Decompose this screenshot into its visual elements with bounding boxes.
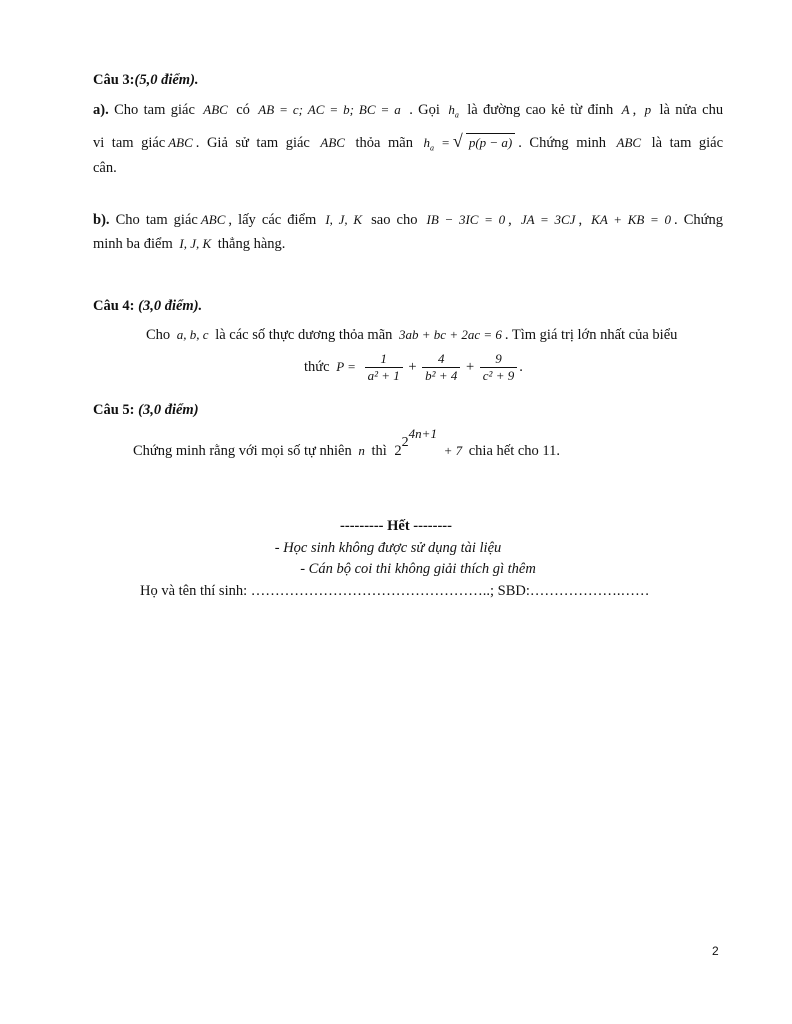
q3-title: Câu 3: — [93, 72, 135, 88]
candidate-info: Họ và tên thí sinh: …………………………………………..; SBD:……………….…… — [140, 583, 650, 599]
text: là tam giác — [651, 135, 724, 151]
text: là đường cao kẻ từ đỉnh — [467, 102, 614, 118]
radicand: p(p − a) — [466, 133, 515, 151]
math: ABC — [200, 212, 226, 227]
text: là các số thực dương thỏa mãn — [215, 327, 393, 343]
vector-eq-1: IB − 3IC = 0 — [426, 212, 506, 227]
fraction-2 — [422, 351, 460, 384]
text: Cho — [146, 327, 171, 343]
math: P = — [336, 358, 356, 374]
q3b-line-1 — [93, 212, 723, 229]
numerator: 9 — [480, 351, 517, 368]
exponent-exponent: 4n+1 — [408, 426, 437, 441]
q3a-line-2 — [93, 131, 723, 153]
math: ABC — [203, 102, 228, 117]
text: minh ba điểm — [93, 236, 173, 252]
math: I, J, K — [325, 212, 363, 227]
exponent-base: 2 — [401, 435, 409, 450]
math: AB = c; AC = b; BC = a — [258, 102, 401, 117]
math-ha-eq: $h_a$ = — [423, 135, 450, 153]
math: a, b, c — [176, 327, 209, 342]
q3b-label: b). — [93, 212, 110, 228]
denominator: c² + 9 — [482, 368, 515, 383]
page-number: 2 — [712, 944, 719, 958]
plus: + — [465, 358, 475, 375]
note-2: - Cán bộ coi thi không giải thích gì thêm — [300, 561, 536, 577]
plus: + — [408, 358, 417, 375]
q5-title: Câu 5: — [93, 402, 135, 418]
q5-heading — [93, 402, 199, 419]
text: thẳng hàng. — [217, 236, 286, 252]
math: ABC — [616, 135, 642, 150]
text: . Tìm giá trị lớn nhất của biểu — [504, 327, 678, 343]
q3a-line-3 — [93, 160, 117, 177]
q5-line-1 — [133, 427, 560, 470]
text: , lấy các điểm — [228, 212, 317, 228]
math: A — [621, 102, 630, 117]
sqrt-expression: √ p(p − a) — [453, 131, 518, 152]
text: Cho tam giác — [115, 212, 198, 228]
text: vi tam giác — [93, 135, 166, 151]
q3-points: (5,0 điểm). — [134, 72, 199, 88]
math: 3ab + bc + 2ac = 6 — [399, 327, 502, 342]
denominator: b² + 4 — [425, 368, 458, 383]
math: p — [644, 102, 652, 117]
period: . — [519, 358, 523, 375]
text: Chứng minh rằng với mọi số tự nhiên — [133, 443, 352, 459]
math: ABC — [168, 135, 193, 150]
q4-points: (3,0 điểm). — [138, 298, 203, 314]
fraction-1 — [365, 351, 403, 384]
base: 2 — [394, 443, 402, 459]
numerator: 1 — [365, 351, 403, 368]
note-1: - Học sinh không được sử dụng tài liệu — [274, 540, 502, 556]
q3a-label: a). — [93, 102, 109, 118]
math: + 7 — [443, 443, 463, 458]
text: Cho tam giác — [114, 102, 195, 118]
vector-eq-2: JA = 3CJ — [520, 212, 576, 227]
q5-points: (3,0 điểm) — [138, 402, 199, 418]
numerator: 4 — [422, 351, 460, 368]
text: sao cho — [371, 212, 418, 228]
text: . Giả sử tam giác — [195, 135, 310, 151]
q4-heading — [93, 298, 202, 315]
text: . Chứng minh — [518, 135, 607, 151]
text: là nửa chu — [659, 102, 724, 118]
power-tower — [394, 426, 437, 459]
comma: , — [508, 212, 512, 228]
text: thì — [371, 443, 387, 459]
text: . Gọi — [409, 102, 440, 118]
text: chia hết cho — [468, 443, 539, 459]
math: ABC — [320, 135, 345, 150]
q4-title: Câu 4: — [93, 298, 135, 314]
comma: , — [632, 102, 637, 118]
math-ha: $h_a$ — [448, 102, 459, 120]
text: có — [236, 102, 250, 118]
vector-eq-3: KA + KB = 0 — [591, 212, 671, 227]
comma: , — [578, 212, 583, 228]
q3-heading — [93, 72, 199, 89]
q3a-line-1 — [93, 102, 723, 120]
math: I, J, K — [179, 236, 212, 251]
end-marker: --------- Hết -------- — [340, 518, 452, 534]
q4-line-2 — [304, 351, 523, 384]
text: thức — [304, 358, 330, 375]
math: n — [358, 443, 365, 458]
text: thỏa mãn — [355, 135, 413, 151]
text: . Chứng — [674, 212, 723, 228]
text: cân. — [93, 160, 117, 176]
denominator: a² + 1 — [367, 368, 400, 383]
q4-line-1 — [146, 327, 677, 344]
q3b-line-2 — [93, 236, 285, 253]
fraction-3 — [480, 351, 517, 384]
math: 11. — [542, 443, 561, 459]
